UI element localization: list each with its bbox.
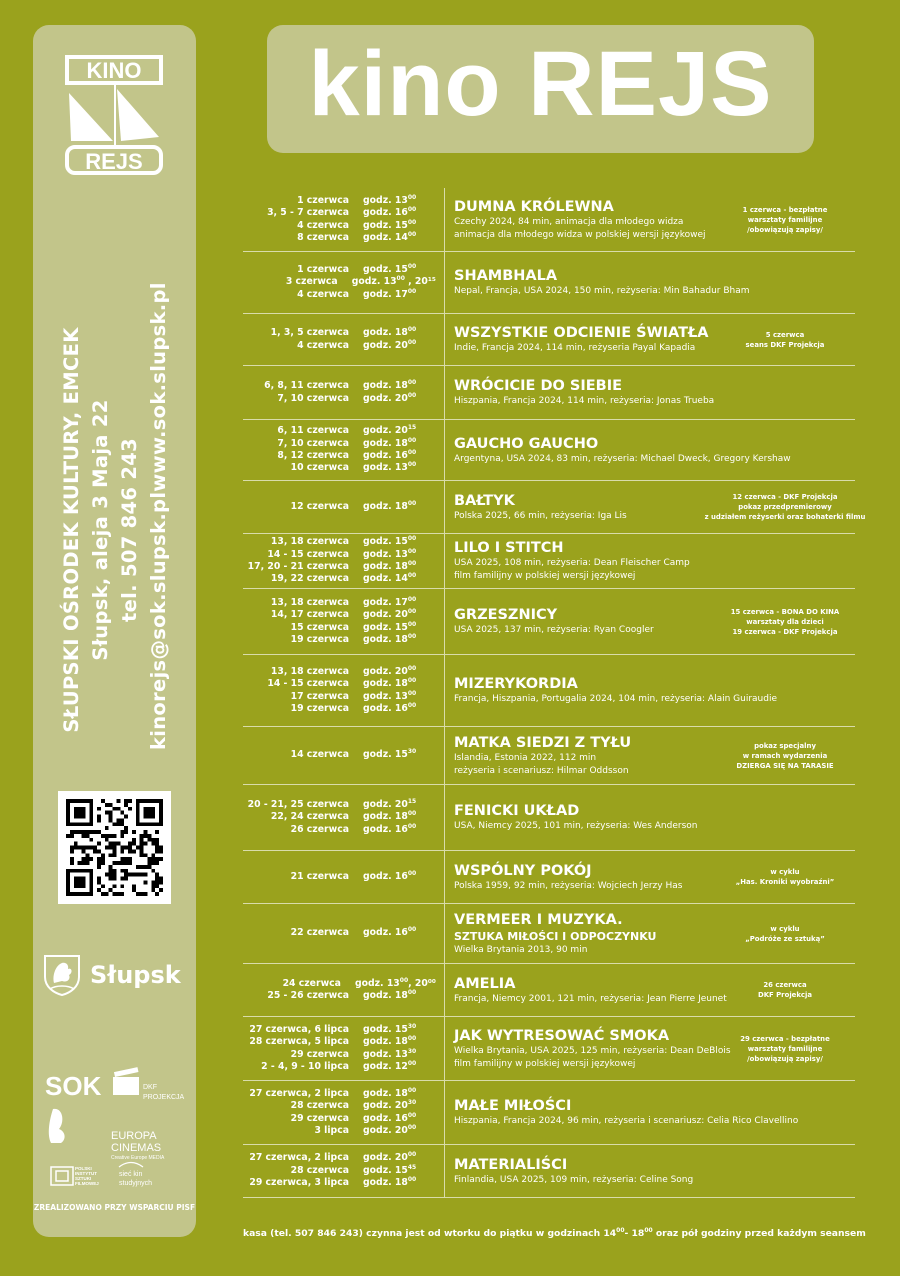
showtime-date: 27 czerwca, 2 lipca <box>249 1152 349 1164</box>
contact-block <box>33 280 196 780</box>
showtime-date: 19, 22 czerwca <box>270 573 349 585</box>
film-row <box>243 420 855 481</box>
note-line: „Podróże ze sztuką” <box>745 934 825 943</box>
showtime-date: 14 czerwca <box>290 749 349 761</box>
film-row <box>243 785 855 851</box>
showtime-hour: godz. $17^{00}$ <box>363 287 417 300</box>
showtime-date: 1 czerwca <box>297 263 349 275</box>
showtime-hour: godz. $13^{00}$ <box>363 461 417 474</box>
note-line: w ramach wydarzenia <box>742 751 828 760</box>
dkf-projekcja-text: PROJEKCJA <box>143 1094 185 1101</box>
film-info: Argentyna, USA 2024, 83 min, reżyseria: Michael Dweck, Gregory Kershaw <box>454 453 791 464</box>
film-details <box>454 964 754 1016</box>
partner-logos <box>43 1067 188 1197</box>
showtime-hour: godz. $18^{00}$ <box>363 1176 417 1189</box>
showtimes <box>243 904 445 963</box>
showtime-date: 7, 10 czerwca <box>277 437 349 449</box>
showtime-line <box>243 1177 436 1189</box>
film-details <box>454 851 754 903</box>
showtime-hour: godz. $14^{00}$ <box>363 230 417 243</box>
note-line: warsztaty familijne <box>747 1044 823 1053</box>
showtime-date: 4 czerwca <box>297 339 349 351</box>
showtime-date: 22, 24 czerwca <box>270 811 349 823</box>
note-line: DKF Projekcja <box>757 991 813 999</box>
film-note <box>715 727 855 784</box>
box-office-footer: kasa (tel. 507 846 243) czynna jest od wtorku do piątku w godzinach $14^{00}-$ $18^{00}$ oraz pół godziny przed każdym seansem <box>243 1227 866 1239</box>
showtime-hour: godz. $13^{30}$ <box>363 1047 417 1060</box>
film-info: USA 2025, 108 min, reżyseria: Dean Fleischer Camp <box>454 558 690 568</box>
phone: tel. 507 846 243 <box>117 438 141 622</box>
showtime-date: 3 czerwca <box>285 276 338 288</box>
film-note <box>715 589 855 654</box>
film-title: MATKA SIEDZI Z TYŁU <box>454 734 632 751</box>
showtime-date: 7, 10 czerwca <box>277 392 349 404</box>
note-line: 5 czerwca <box>765 330 805 339</box>
film-details <box>454 252 754 313</box>
film-title: GAUCHO GAUCHO <box>454 435 599 452</box>
siec-kin-logo-text: sieć kin studyjnych <box>119 1171 153 1187</box>
film-details <box>454 481 754 533</box>
note-line: /obowiązują zapisy/ <box>747 225 823 234</box>
showtimes <box>243 964 445 1016</box>
showtimes <box>243 851 445 903</box>
showtime-hour: godz. $14^{00}$ <box>363 572 417 585</box>
showtimes <box>243 589 445 654</box>
showtimes <box>243 1145 445 1197</box>
note-line: DZIERGA SIĘ NA TARASIE <box>736 761 834 770</box>
showtimes <box>243 1017 445 1080</box>
film-info: Francja, Hiszpania, Portugalia 2024, 104 min, reżyseria: Alain Guiraudie <box>454 694 777 704</box>
showtime-hour: godz. $18^{00}$ <box>363 632 417 645</box>
film-row <box>243 727 855 785</box>
showtime-line <box>243 703 436 715</box>
note-line: 29 czerwca - bezpłatne <box>740 1034 830 1043</box>
showtimes <box>243 785 445 850</box>
film-info: USA, Niemcy 2025, 101 min, reżyseria: Wes Anderson <box>454 821 698 831</box>
film-title: BAŁTYK <box>454 492 515 509</box>
showtime-date: 4 czerwca <box>297 288 349 300</box>
showtime-hour: godz. $16^{00}$ <box>363 206 417 219</box>
email-link[interactable]: kinorejs@sok.slupsk.pl <box>146 491 170 750</box>
film-info: reżyseria i scenariusz: Hilmar Oddsson <box>454 765 629 776</box>
film-title: GRZESZNICY <box>454 607 558 623</box>
film-details <box>454 366 754 419</box>
note-line: z udziałem reżyserki oraz bohaterki filmu <box>704 513 866 521</box>
showtime-line <box>243 1125 436 1137</box>
qr-code <box>58 791 171 904</box>
showtimes <box>243 1081 445 1144</box>
showtime-hour: godz. $12^{00}$ <box>363 1059 417 1072</box>
film-title: VERMEER I MUZYKA. <box>454 911 623 928</box>
showtime-hour: godz. $13^{00}$ <box>363 689 417 702</box>
showtime-hour: godz. $13^{00}$ <box>363 193 417 206</box>
film-details <box>454 188 754 251</box>
film-note <box>715 188 855 251</box>
note-line: 26 czerwca <box>763 981 807 989</box>
showtime-hour: godz. $15^{30}$ <box>363 1022 417 1035</box>
showtime-date: 1 czerwca <box>297 194 349 206</box>
film-info: Polska 1959, 92 min, reżyseria: Wojciech Jerzy Has <box>454 880 683 891</box>
sidebar <box>33 25 196 1237</box>
showtime-line <box>243 990 436 1002</box>
showtime-date: 24 czerwca <box>282 977 341 989</box>
note-line: seans DKF Projekcja <box>745 340 825 349</box>
note-line: 1 czerwca - bezpłatne <box>742 205 828 214</box>
showtime-date: 3, 5 - 7 czerwca <box>267 207 349 219</box>
note-line: w cyklu <box>770 868 800 876</box>
film-info: Hiszpania, Francja 2024, 114 min, reżyseria: Jonas Trueba <box>454 396 715 406</box>
film-row <box>243 188 855 252</box>
note-line: /obowiązują zapisy/ <box>747 1054 823 1063</box>
film-row <box>243 964 855 1017</box>
film-details <box>454 904 754 963</box>
kino-rejs-logo <box>63 53 165 177</box>
showtime-hour: godz. $16^{00}$ <box>363 701 417 714</box>
showtime-line <box>243 573 436 585</box>
film-title: DUMNA KRÓLEWNA <box>454 198 614 215</box>
europa-logo-text: EUROPA <box>111 1130 157 1142</box>
showtime-date: 14 - 15 czerwca <box>267 678 349 690</box>
showtime-date: 22 czerwca <box>290 927 349 939</box>
film-details <box>454 1017 754 1080</box>
showtime-line <box>243 232 436 244</box>
showtime-date: 3 lipca <box>314 1124 349 1136</box>
film-details <box>454 314 754 365</box>
film-note <box>704 481 866 533</box>
film-row <box>243 481 866 534</box>
creative-europe-text: Creative Europe MEDIA <box>111 1155 165 1161</box>
showtime-hour: godz. $18^{00}$ <box>363 989 417 1001</box>
showtimes <box>243 188 445 251</box>
showtime-line <box>243 462 436 474</box>
header-banner <box>267 25 814 153</box>
film-title: SHAMBHALA <box>454 268 558 284</box>
film-info: film familijny w polskiej wersji językowej <box>454 571 636 581</box>
showtime-hour: godz. $18^{00}$ <box>363 499 417 512</box>
note-line: „Has. Kroniki wyobraźni” <box>735 878 835 886</box>
showtimes <box>243 727 445 784</box>
showtime-date: 2 - 4, 9 - 10 lipca <box>261 1060 349 1072</box>
showtimes <box>243 314 445 365</box>
film-details <box>454 420 791 480</box>
showtime-hour: godz. $20^{00}$ <box>363 1151 417 1164</box>
website-link[interactable]: www.sok.slupsk.pl <box>146 282 170 492</box>
film-row <box>243 1017 855 1081</box>
cinemas-logo-text: CINEMAS <box>111 1142 162 1154</box>
showtime-hour: godz. $16^{00}$ <box>363 822 417 835</box>
dkf-logo-text: DKF <box>143 1084 157 1091</box>
showtime-date: 19 czerwca <box>290 702 349 714</box>
showtime-hour: godz. $17^{00}$ <box>363 595 417 608</box>
film-title: MATERIALIŚCI <box>454 1156 568 1173</box>
note-line: 19 czerwca - DKF Projekcja <box>732 627 838 636</box>
film-row <box>243 534 855 589</box>
showtime-date: 13, 18 czerwca <box>270 596 349 608</box>
showtime-date: 12 czerwca <box>290 500 349 512</box>
showtime-hour: godz. $18^{00}$ <box>363 810 417 823</box>
film-details <box>454 534 754 588</box>
showtime-hour: godz. $15^{00}$ <box>363 620 417 633</box>
showtime-hour: godz. $15^{00}$ <box>363 218 417 231</box>
showtime-hour: godz. $18^{00}$ <box>363 436 417 449</box>
showtime-line <box>243 927 436 939</box>
film-note <box>715 904 855 963</box>
showtime-line <box>243 289 436 301</box>
showtime-date: 26 czerwca <box>290 823 349 835</box>
film-title: LILO I STITCH <box>454 540 564 556</box>
showtime-date: 19 czerwca <box>290 633 349 645</box>
showtime-line <box>243 393 436 405</box>
showtime-hour: godz. $18^{00}$ <box>363 1035 417 1048</box>
showtime-line <box>243 1061 436 1073</box>
film-info: USA 2025, 137 min, reżyseria: Ryan Coogler <box>454 625 654 635</box>
showtime-hour: godz. $15^{00}$ <box>363 535 417 548</box>
showtime-hour: godz. $18^{00}$ <box>363 1086 417 1099</box>
showtime-date: 14, 17 czerwca <box>270 609 349 621</box>
film-note <box>715 314 855 365</box>
showtime-date: 28 czerwca <box>290 1100 349 1112</box>
film-details <box>454 1081 799 1144</box>
note-line: warsztaty familijne <box>747 215 823 224</box>
pisf-support-note: ZREALIZOWANO PRZY WSPARCIU PISF <box>33 1203 196 1212</box>
showtime-hour: godz. $18^{00}$ <box>363 379 417 392</box>
showtime-date: 10 czerwca <box>290 462 349 474</box>
film-note <box>715 851 855 903</box>
showtime-date: 29 czerwca, 3 lipca <box>249 1177 349 1189</box>
showtimes <box>243 534 445 588</box>
showtime-date: 6, 8, 11 czerwca <box>264 380 349 392</box>
showtime-line <box>243 264 436 276</box>
film-info: Wielka Brytania, USA 2025, 125 min, reżyseria: Dean DeBlois <box>454 1045 731 1056</box>
showtime-hour: godz. $13^{00}$ , 20¹⁵ <box>351 275 436 288</box>
film-row <box>243 589 855 655</box>
note-line: 12 czerwca - DKF Projekcja <box>732 493 838 501</box>
film-row <box>243 1081 855 1145</box>
griffin-crest-icon <box>42 953 82 997</box>
showtime-hour: godz. $13^{00}$, 20⁰⁰ <box>354 976 436 989</box>
film-title: MIZERYKORDIA <box>454 676 578 692</box>
showtime-hour: godz. $16^{00}$ <box>363 926 417 939</box>
note-line: w cyklu <box>770 924 800 933</box>
showtime-hour: godz. $13^{00}$ <box>363 547 417 560</box>
film-row <box>243 1145 855 1198</box>
showtime-date: 8 czerwca <box>297 231 349 243</box>
pisf-logo-text: POLSKI INSTYTUT SZTUKI FILMOWEJ <box>75 1166 99 1186</box>
showtime-hour: godz. $20^{00}$ <box>363 391 417 404</box>
film-note <box>715 964 855 1016</box>
film-details <box>454 785 754 850</box>
film-info: Indie, Francja 2024, 114 min, reżyseria Payal Kapadia <box>454 343 696 353</box>
showtime-date: 27 czerwca, 6 lipca <box>249 1023 349 1035</box>
showtime-hour: godz. $20^{00}$ <box>363 1123 417 1136</box>
showtime-hour: godz. $16^{00}$ <box>363 1111 417 1124</box>
logo-text-kino: KINO <box>86 58 142 83</box>
city-name: Słupsk <box>90 961 181 989</box>
film-title: WSPÓLNY POKÓJ <box>454 862 592 879</box>
showtime-line <box>243 749 436 761</box>
note-line: pokaz specjalny <box>754 741 816 750</box>
showtime-hour: godz. $20^{30}$ <box>363 1099 417 1112</box>
showtime-date: 27 czerwca, 2 lipca <box>249 1087 349 1099</box>
showtime-hour: godz. $18^{00}$ <box>363 560 417 572</box>
film-info: Francja, Niemcy 2001, 121 min, reżyseria: Jean Pierre Jeunet <box>454 993 727 1004</box>
showtimes <box>243 420 445 480</box>
showtime-date: 17, 20 - 21 czerwca <box>247 561 349 572</box>
showtime-hour: godz. $15^{30}$ <box>363 748 417 761</box>
showtimes <box>243 252 445 313</box>
film-info: Finlandia, USA 2025, 109 min, reżyseria: Celine Song <box>454 1174 694 1185</box>
showtime-date: 21 czerwca <box>290 870 349 882</box>
showtime-date: 15 czerwca <box>290 621 349 633</box>
showtime-hour: godz. $15^{45}$ <box>363 1163 417 1176</box>
showtime-hour: godz. $20^{00}$ <box>363 608 417 621</box>
slupsk-city-logo <box>42 951 187 999</box>
film-info: Czechy 2024, 84 min, animacja dla młodego widza <box>454 216 684 227</box>
showtime-hour: godz. $18^{00}$ <box>363 326 417 339</box>
film-title: FENICKI UKŁAD <box>454 803 580 819</box>
showtime-hour: godz. $18^{00}$ <box>363 677 417 690</box>
showtime-hour: godz. $20^{00}$ <box>363 664 417 677</box>
showtime-date: 13, 18 czerwca <box>270 665 349 677</box>
film-details <box>454 1145 754 1197</box>
film-info: Wielka Brytania 2013, 90 min <box>454 944 588 955</box>
showtime-date: 13, 18 czerwca <box>270 536 349 548</box>
showtime-date: 6, 11 czerwca <box>277 425 349 437</box>
film-details <box>454 727 754 784</box>
note-line: pokaz przedpremierowy <box>738 503 832 511</box>
film-note <box>715 1017 855 1080</box>
showtime-line <box>243 871 436 883</box>
showtime-hour: godz. $20^{15}$ <box>363 797 417 810</box>
film-subtitle: SZTUKA MIŁOŚCI I ODPOCZYNKU <box>454 929 657 943</box>
film-title: AMELIA <box>454 975 516 992</box>
showtime-date: 8, 12 czerwca <box>277 450 349 461</box>
showtime-date: 4 czerwca <box>297 219 349 231</box>
org-name: SŁUPSKI OŚRODEK KULTURY, EMCEK <box>59 327 83 733</box>
film-info: Hiszpania, Francja 2024, 96 min, reżyseria i scenariusz: Celia Rico Clavellino <box>454 1116 799 1126</box>
showtime-hour: godz. $16^{00}$ <box>363 869 417 882</box>
showtime-date: 14 - 15 czerwca <box>267 548 349 560</box>
film-row <box>243 252 855 314</box>
film-title: WRÓCICIE DO SIEBIE <box>454 378 623 394</box>
showtimes <box>243 481 445 533</box>
film-row <box>243 655 855 727</box>
film-row <box>243 314 855 366</box>
showtime-date: 20 - 21, 25 czerwca <box>247 798 349 810</box>
film-title: JAK WYTRESOWAĆ SMOKA <box>454 1027 670 1044</box>
showtime-date: 28 czerwca <box>290 1164 349 1176</box>
showtime-line <box>243 340 436 352</box>
showtime-hour: godz. $15^{00}$ <box>363 262 417 275</box>
showtimes <box>243 655 445 726</box>
showtime-hour: godz. $16^{00}$ <box>363 449 417 461</box>
showtime-date: 29 czerwca <box>290 1112 349 1124</box>
film-details <box>454 589 754 654</box>
page-title: kino REJS <box>308 33 773 135</box>
showtime-date: 1, 3, 5 czerwca <box>270 327 349 339</box>
film-details <box>454 655 777 726</box>
film-info: film familijny w polskiej wersji językowej <box>454 1058 636 1069</box>
film-info: animacja dla młodego widza w polskiej wersji językowej <box>454 229 706 240</box>
showtime-line <box>243 634 436 646</box>
logo-text-rejs: REJS <box>85 149 143 174</box>
showtime-date: 25 - 26 czerwca <box>267 990 349 1001</box>
film-info: Nepal, Francja, USA 2024, 150 min, reżyseria: Min Bahadur Bham <box>454 286 750 296</box>
showtime-hour: godz. $20^{00}$ <box>363 338 417 351</box>
sok-logo-text: SOK <box>45 1071 102 1101</box>
showtime-date: 17 czerwca <box>290 690 349 702</box>
showtime-line <box>243 824 436 836</box>
film-info: Polska 2025, 66 min, reżyseria: Iga Lis <box>454 510 627 521</box>
showtime-date: 29 czerwca <box>290 1048 349 1060</box>
showtimes <box>243 366 445 419</box>
showtime-line <box>243 501 436 513</box>
film-info: Islandia, Estonia 2022, 112 min <box>454 752 597 763</box>
film-row <box>243 366 855 420</box>
film-row <box>243 851 855 904</box>
film-title: MAŁE MIŁOŚCI <box>454 1098 572 1114</box>
address: Słupsk, aleja 3 Maja 22 <box>88 399 112 661</box>
note-line: 15 czerwca - BONA DO KINA <box>730 607 840 616</box>
showtime-date: 28 czerwca, 5 lipca <box>249 1036 349 1048</box>
note-line: warsztaty dla dzieci <box>746 617 824 626</box>
film-title: WSZYSTKIE ODCIENIE ŚWIATŁA <box>454 325 709 341</box>
film-row <box>243 904 855 964</box>
showtime-hour: godz. $20^{15}$ <box>363 424 417 437</box>
